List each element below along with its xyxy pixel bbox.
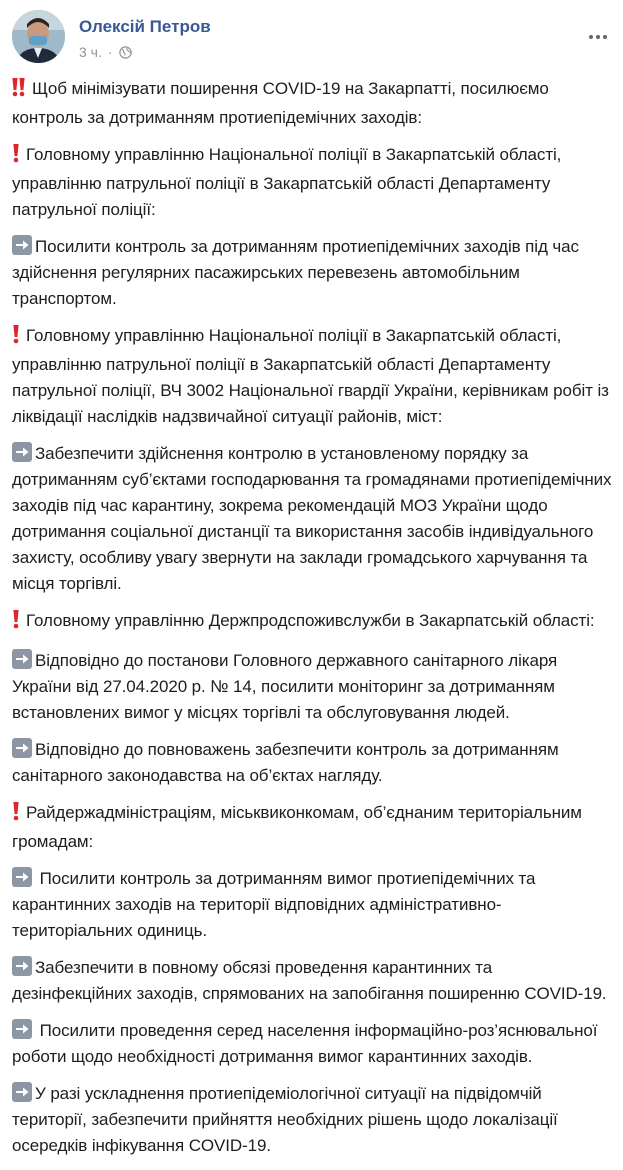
red-exclamation-icon xyxy=(12,801,20,829)
red-double-exclamation-icon xyxy=(12,77,26,105)
post-paragraph xyxy=(12,737,612,789)
post-paragraph xyxy=(12,142,612,223)
post-paragraph xyxy=(12,608,612,637)
post-header xyxy=(12,10,623,72)
paragraph-text: Відповідно до постанови Головного державного санітарного лікаря України від 27.04.2020 р. № 14, посилити моніторинг за дотриманням встановлених вимог у місцях торгівлі та обслуговування людей. xyxy=(12,651,558,722)
red-exclamation-icon xyxy=(12,143,20,171)
paragraph-text: Головному управлінню Держпродспоживслужби в Закарпатській області: xyxy=(26,611,595,630)
paragraph-text: Райдержадміністраціям, міськвиконкомам, об’єднаним територіальним громадам: xyxy=(12,803,582,851)
right-arrow-icon xyxy=(12,649,32,669)
meta-separator: · xyxy=(107,44,113,60)
paragraph-text: Забезпечити здійснення контролю в установленому порядку за дотриманням суб’єктами господарювання та громадянами протиепідемічних заходів під час карантину, зокрема рекомендацій МОЗ України щодо дотримання соціальної дистанції та використання засобів індивідуального захисту, особливу увагу звернути на заклади громадського харчування та місця торгівлі. xyxy=(12,444,612,593)
post-paragraph xyxy=(12,866,612,944)
paragraph-text: У разі ускладнення протиепідеміологічної ситуації на підвідомчій території, забезпечити прийняття необхідних рішень щодо локалізації осередків інфікування COVID-19. xyxy=(12,1084,558,1155)
post-meta xyxy=(79,44,132,60)
avatar-image xyxy=(12,10,65,63)
post-paragraph xyxy=(12,76,612,131)
post-text xyxy=(12,76,612,1170)
author-name-link[interactable]: Олексій Петров xyxy=(79,17,211,36)
red-exclamation-icon xyxy=(12,609,20,637)
paragraph-text: Посилити контроль за дотриманням протиепідемічних заходів під час здійснення регулярних пасажирських перевезень автомобільним транспортом. xyxy=(12,237,579,308)
post-paragraph xyxy=(12,1081,612,1159)
right-arrow-icon xyxy=(12,867,32,887)
post-paragraph xyxy=(12,800,612,855)
paragraph-text: Відповідно до повноважень забезпечити контроль за дотриманням санітарного законодавства на об’єктах нагляду. xyxy=(12,740,559,785)
post-paragraph xyxy=(12,648,612,726)
avatar[interactable] xyxy=(12,10,65,63)
more-options-icon[interactable] xyxy=(587,26,609,48)
post-time-link[interactable]: 3 ч. xyxy=(79,44,102,60)
globe-icon[interactable] xyxy=(119,46,132,59)
right-arrow-icon xyxy=(12,1019,32,1039)
paragraph-text: Посилити проведення серед населення інформаційно-роз’яснювальної роботи щодо необхідності дотримання вимог карантинних заходів. xyxy=(12,1021,598,1066)
paragraph-text: Головному управлінню Національної поліції в Закарпатській області, управлінню патрульної поліції в Закарпатській області Департаменту патрульної поліції: xyxy=(12,145,562,219)
post-paragraph xyxy=(12,1018,612,1070)
paragraph-text: Головному управлінню Національної поліції в Закарпатській області, управлінню патрульної поліції в Закарпатській області Департаменту патрульної поліції, ВЧ 3002 Національної гвардії України, керівникам робіт із ліквідації наслідків надзвичайної ситуації районів, міст: xyxy=(12,326,609,426)
paragraph-text: Забезпечити в повному обсязі проведення карантинних та дезінфекційних заходів, спрямованих на запобігання поширенню COVID-19. xyxy=(12,958,607,1003)
paragraph-text: Щоб мінімізувати поширення COVID-19 на Закарпатті, посилюємо контроль за дотриманням протиепідемічних заходів: xyxy=(12,79,549,127)
right-arrow-icon xyxy=(12,1082,32,1102)
post-paragraph xyxy=(12,234,612,312)
right-arrow-icon xyxy=(12,235,32,255)
paragraph-text: Посилити контроль за дотриманням вимог протиепідемічних та карантинних заходів на території відповідних адміністративно-територіальних одиниць. xyxy=(12,869,536,940)
post-paragraph xyxy=(12,323,612,430)
right-arrow-icon xyxy=(12,738,32,758)
right-arrow-icon xyxy=(12,956,32,976)
post-paragraph xyxy=(12,955,612,1007)
red-exclamation-icon xyxy=(12,324,20,352)
post-paragraph xyxy=(12,441,612,597)
right-arrow-icon xyxy=(12,442,32,462)
